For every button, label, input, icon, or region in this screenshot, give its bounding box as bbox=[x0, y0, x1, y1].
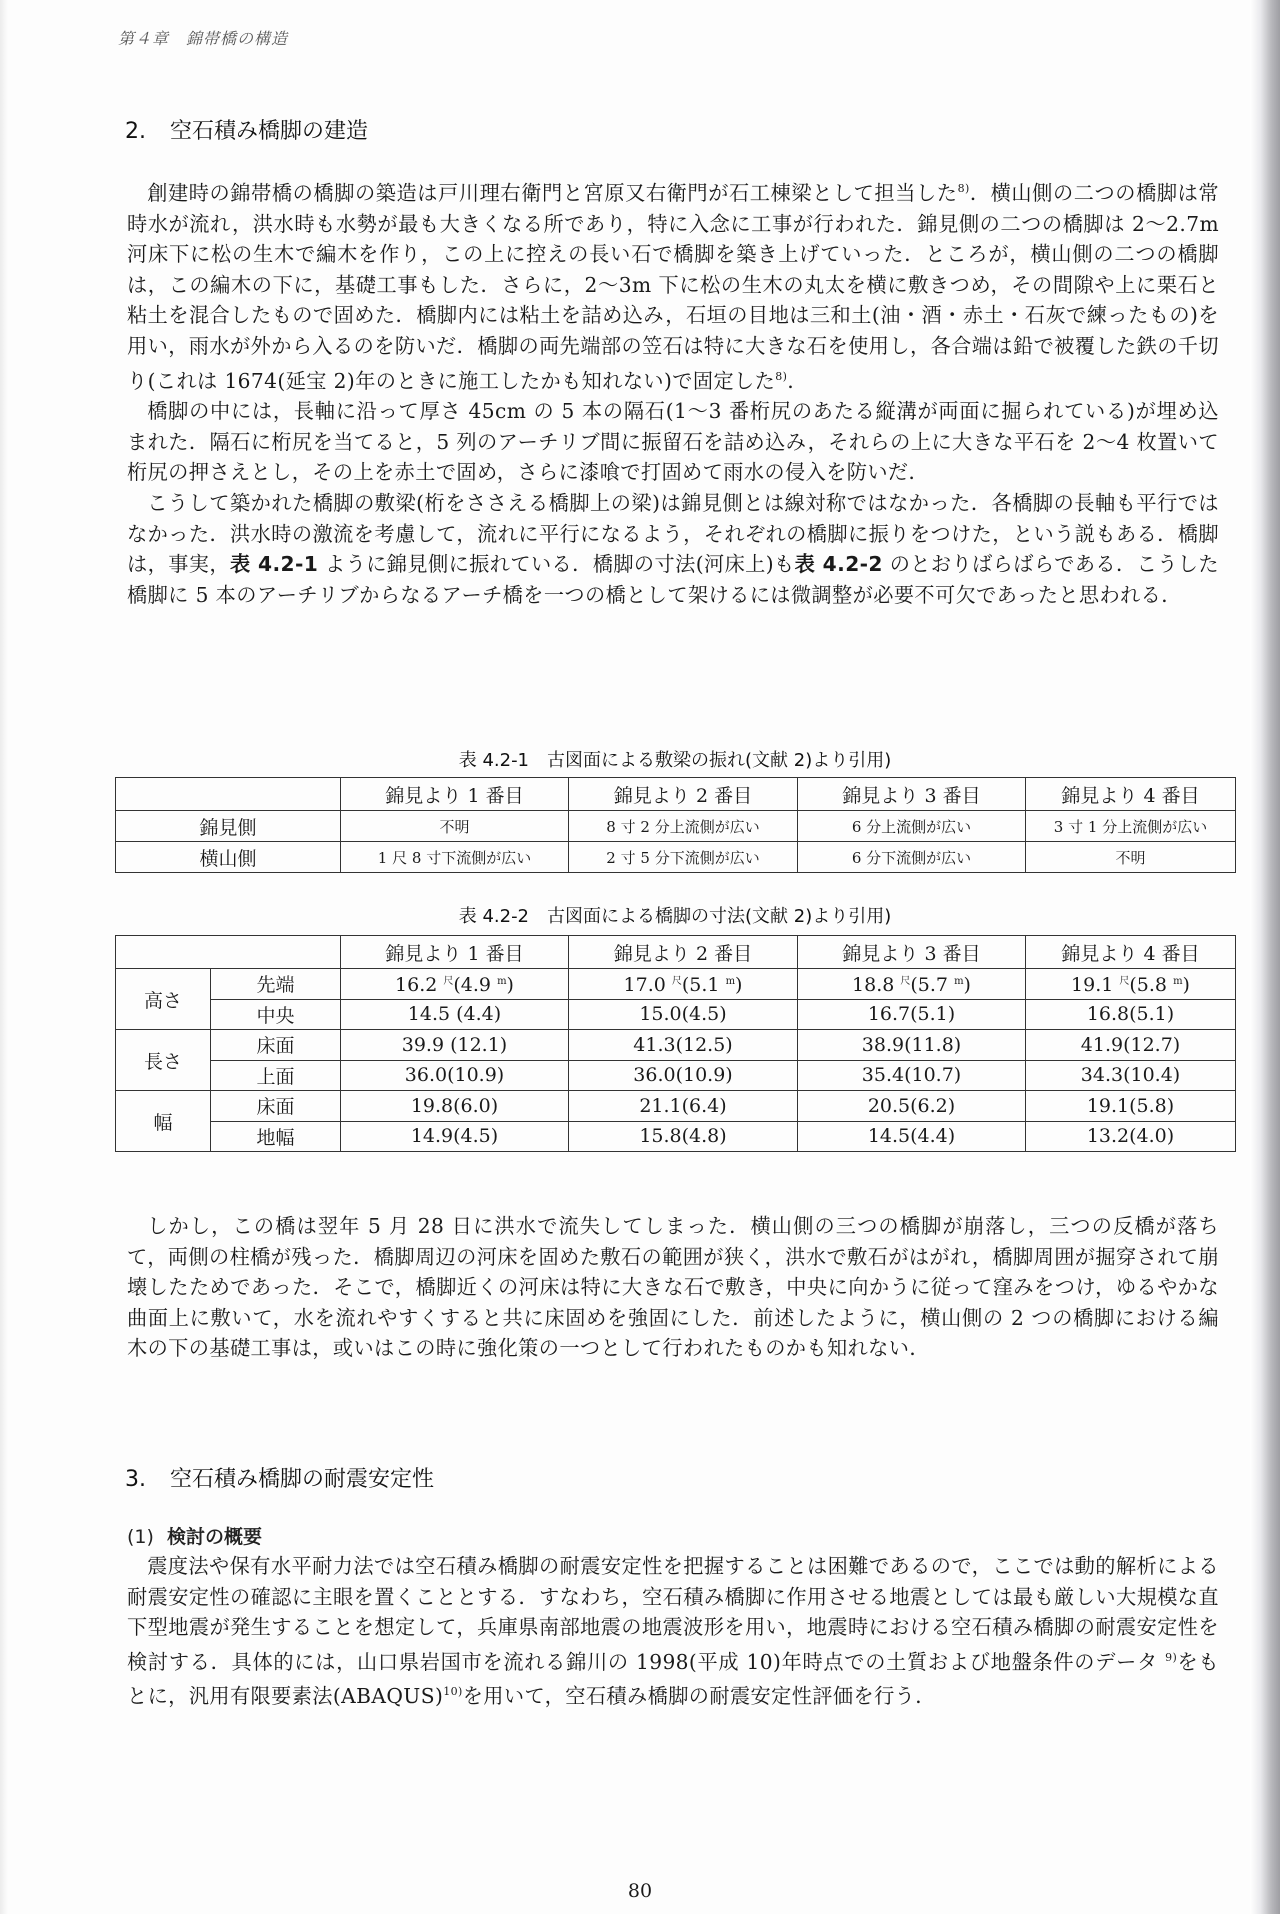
subsection-1-body bbox=[127, 1551, 1219, 1712]
running-head: 第４章 錦帯橋の構造 bbox=[118, 29, 289, 48]
text-run: 震度法や保有水平耐力法では空石積み橋脚の耐震安定性を把握することは困難であるので，ここでは動的解析による耐震安定性の確認に主眼を置くこととする．すなわち，空石積み橋脚に作用させる地震としては最も厳しい大規模な直下型地震が発生することを想定して，兵庫県南部地震の地震波形を用い，地震時における空石積み橋脚の耐震安定性を検討する．具体的には，山口県岩国市を流れる錦川の 1998(平成 10)年時点での土質および地盤条件のデータ bbox=[127, 1554, 1219, 1674]
table-row bbox=[116, 842, 1236, 873]
section-3-number: 3. bbox=[125, 1467, 146, 1492]
table-cell: 3 寸 1 分上流側が広い bbox=[1026, 811, 1236, 842]
table-cell: 19.1(5.8) bbox=[1026, 1091, 1236, 1122]
table-cell: 1 尺 8 寸下流側が広い bbox=[341, 842, 569, 873]
header-corner-cell bbox=[116, 936, 341, 969]
text-run: ．横山側の二つの橋脚は常時水が流れ，洪水時も水勢が最も大きくなる所であり，特に入念に工事が行われた．錦見側の二つの橋脚は 2～2.7m 河床下に松の生木で編木を作り，この上に控えの長い石で橋脚を築き上げていった．ところが，横山側の二つの橋脚は，この編木の下に，基礎工事もした．さらに，2～3m 下に松の生木の丸太を横に敷きつめ，その間隙や上に栗石と粘土を混合したもので固めた．橋脚内には粘土を詰め込み，石垣の目地は三和土(油・酒・赤土・石灰で練ったもの)を用い，雨水が外から入るのを防いだ．橋脚の両先端部の笠石は特に大きな石を使用し，各合端は鉛で被覆した鉄の千切り(これは 1674(延宝 2)年のときに施工したかも知れない)で固定した bbox=[127, 181, 1219, 393]
table-cell: 13.2(4.0) bbox=[1026, 1121, 1236, 1152]
header-corner-cell bbox=[116, 778, 341, 811]
reference-marker: 8) bbox=[775, 369, 788, 383]
unit-meter: m bbox=[954, 975, 964, 987]
table-cell: 41.3(12.5) bbox=[569, 1030, 798, 1061]
unit-meter: m bbox=[1173, 975, 1183, 987]
row-group-label: 長さ bbox=[116, 1030, 211, 1091]
table-row bbox=[116, 1030, 1236, 1061]
unit-shaku: 尺 bbox=[671, 975, 682, 987]
row-label: 錦見側 bbox=[116, 811, 341, 842]
table-row bbox=[116, 811, 1236, 842]
table-cell: 17.0 $^尺$(5.1 $^m$) bbox=[569, 969, 798, 1000]
section-2-title: 空石積み橋脚の建造 bbox=[170, 119, 369, 144]
reference-marker: 10) bbox=[443, 1685, 463, 1699]
table-row bbox=[116, 999, 1236, 1030]
text-run: 橋脚の中には，長軸に沿って厚さ 45cm の 5 本の隔石(1～3 番桁尻のあたる縦溝が両面に掘られている)が埋め込まれた．隔石に桁尻を当てると，5 列のアーチリブ間に振留石を詰め込み，それらの上に大きな平石を 2～4 枚置いて桁尻の押さえとし，その上を赤土で固め，さらに漆喰で打固めて雨水の侵入を防いだ． bbox=[127, 399, 1219, 485]
page-gutter-shadow bbox=[1250, 0, 1280, 1914]
paragraph bbox=[127, 1551, 1219, 1712]
table-4-2-2 bbox=[115, 935, 1236, 1152]
text-run: をもとに，汎用有限要素法(ABAQUS) bbox=[127, 1649, 1219, 1709]
table-row bbox=[116, 969, 1236, 1000]
paragraph: しかし，この橋は翌年 5 月 28 日に洪水で流失してしまった．横山側の三つの橋脚が崩落し，三つの反橋が落ちて，両側の柱橋が残った．橋脚周辺の河床を固めた敷石の範囲が狭く，洪水で敷石がはがれ，橋脚周囲が掘穿されて崩壊したためであった．そこで，橋脚近くの河床は特に大きな石で敷き，中央に向かうに従って窪みをつけ，ゆるやかな曲面上に敷いて，水を流れやすくすると共に床固めを強固にした．前述したように，横山側の 2 つの橋脚における編木の下の基礎工事は，或いはこの時に強化策の一つとして行われたものかも知れない． bbox=[127, 1214, 1219, 1361]
section-2-number: 2. bbox=[125, 119, 146, 144]
subsection-1-heading bbox=[127, 1522, 262, 1549]
unit-meter: m bbox=[497, 975, 507, 987]
table-header-row bbox=[116, 936, 1236, 969]
column-header: 錦見より 4 番目 bbox=[1026, 936, 1236, 969]
paragraph bbox=[127, 174, 1219, 396]
subsection-1-number: (1) bbox=[127, 1526, 154, 1548]
table-cell: 8 寸 2 分上流側が広い bbox=[569, 811, 798, 842]
page-left-edge bbox=[0, 0, 8, 1914]
table-4-2-1-caption: 表 4.2-1 古図面による敷梁の振れ(文献 2)より引用) bbox=[458, 750, 892, 771]
table-cell: 21.1(6.4) bbox=[569, 1091, 798, 1122]
table-cell: 14.9(4.5) bbox=[341, 1121, 569, 1152]
table-cell: 15.0(4.5) bbox=[569, 999, 798, 1030]
row-group-label: 高さ bbox=[116, 969, 211, 1030]
table-row bbox=[116, 1121, 1236, 1152]
row-sub-label: 地幅 bbox=[211, 1121, 341, 1152]
table-cell: 不明 bbox=[1026, 842, 1236, 873]
table-cell: 41.9(12.7) bbox=[1026, 1030, 1236, 1061]
page-number: 80 bbox=[627, 1880, 653, 1902]
section-2-heading bbox=[125, 114, 368, 145]
table-cell: 16.2 $^尺$(4.9 $^m$) bbox=[341, 969, 569, 1000]
table-cell: 14.5(4.4) bbox=[798, 1121, 1026, 1152]
table-cell: 35.4(10.7) bbox=[798, 1060, 1026, 1091]
table-cell: 39.9 (12.1) bbox=[341, 1030, 569, 1061]
table-cell: 19.1 $^尺$(5.8 $^m$) bbox=[1026, 969, 1236, 1000]
table-cell: 36.0(10.9) bbox=[341, 1060, 569, 1091]
text-run: 創建時の錦帯橋の橋脚の築造は戸川理右衛門と宮原又右衛門が石工棟梁として担当した bbox=[147, 181, 958, 205]
table-cell: 14.5 (4.4) bbox=[341, 999, 569, 1030]
paragraph bbox=[127, 396, 1219, 488]
text-run: のとおりばらばらである．こうした橋脚に 5 本のアーチリブからなるアーチ橋を一つの橋として架けるには微調整が必要不可欠であったと思われる． bbox=[127, 552, 1219, 607]
table-reference: 表 4.2-1 bbox=[229, 552, 319, 577]
table-row bbox=[116, 1060, 1236, 1091]
row-sub-label: 床面 bbox=[211, 1091, 341, 1122]
reference-marker: 9) bbox=[1165, 1650, 1178, 1664]
column-header: 錦見より 1 番目 bbox=[341, 936, 569, 969]
table-cell: 18.8 $^尺$(5.7 $^m$) bbox=[798, 969, 1026, 1000]
column-header: 錦見より 2 番目 bbox=[569, 778, 798, 811]
section-2-body bbox=[127, 174, 1219, 610]
table-row bbox=[116, 1091, 1236, 1122]
paragraph-after-tables bbox=[127, 1211, 1219, 1364]
table-cell: 36.0(10.9) bbox=[569, 1060, 798, 1091]
unit-shaku: 尺 bbox=[900, 975, 911, 987]
table-cell: 38.9(11.8) bbox=[798, 1030, 1026, 1061]
text-run: こうして築かれた橋脚の敷梁(桁をささえる橋脚上の梁)は錦見側とは線対称ではなかった．各橋脚の長軸も平行ではなかった．洪水時の激流を考慮して，流れに平行になるよう，それぞれの橋脚に振りをつけた，という説もある．橋脚は，事実， bbox=[127, 490, 1219, 577]
table-header-row bbox=[116, 778, 1236, 811]
table-cell: 20.5(6.2) bbox=[798, 1091, 1026, 1122]
table-cell: 15.8(4.8) bbox=[569, 1121, 798, 1152]
table-4-2-1 bbox=[115, 777, 1236, 873]
section-3-title: 空石積み橋脚の耐震安定性 bbox=[170, 1467, 435, 1492]
unit-shaku: 尺 bbox=[443, 975, 454, 987]
table-cell: 不明 bbox=[341, 811, 569, 842]
row-sub-label: 先端 bbox=[211, 969, 341, 1000]
table-cell: 16.7(5.1) bbox=[798, 999, 1026, 1030]
column-header: 錦見より 3 番目 bbox=[798, 778, 1026, 811]
table-cell: 6 分下流側が広い bbox=[798, 842, 1026, 873]
table-reference: 表 4.2-2 bbox=[794, 552, 883, 577]
text-run: ように錦見側に振れている．橋脚の寸法(河床上)も bbox=[318, 552, 795, 577]
row-sub-label: 上面 bbox=[211, 1060, 341, 1091]
row-sub-label: 中央 bbox=[211, 999, 341, 1030]
table-cell: 2 寸 5 分下流側が広い bbox=[569, 842, 798, 873]
table-cell: 6 分上流側が広い bbox=[798, 811, 1026, 842]
table-cell: 16.8(5.1) bbox=[1026, 999, 1236, 1030]
unit-meter: m bbox=[725, 975, 736, 987]
paragraph bbox=[127, 488, 1219, 610]
unit-shaku: 尺 bbox=[1119, 975, 1130, 987]
table-4-2-2-caption: 表 4.2-2 古図面による橋脚の寸法(文献 2)より引用) bbox=[458, 906, 892, 927]
text-run: ． bbox=[787, 368, 808, 393]
subsection-1-title: 検討の概要 bbox=[167, 1526, 263, 1548]
row-group-label: 幅 bbox=[116, 1091, 211, 1152]
table-cell: 34.3(10.4) bbox=[1026, 1060, 1236, 1091]
section-3-heading bbox=[125, 1462, 434, 1493]
text-run: を用いて，空石積み橋脚の耐震安定性評価を行う． bbox=[462, 1684, 936, 1709]
row-label: 横山側 bbox=[116, 842, 341, 873]
column-header: 錦見より 3 番目 bbox=[798, 936, 1026, 969]
column-header: 錦見より 2 番目 bbox=[569, 936, 798, 969]
table-cell: 19.8(6.0) bbox=[341, 1091, 569, 1122]
column-header: 錦見より 1 番目 bbox=[341, 778, 569, 811]
row-sub-label: 床面 bbox=[211, 1030, 341, 1061]
reference-marker: 8) bbox=[957, 182, 970, 195]
column-header: 錦見より 4 番目 bbox=[1026, 778, 1236, 811]
